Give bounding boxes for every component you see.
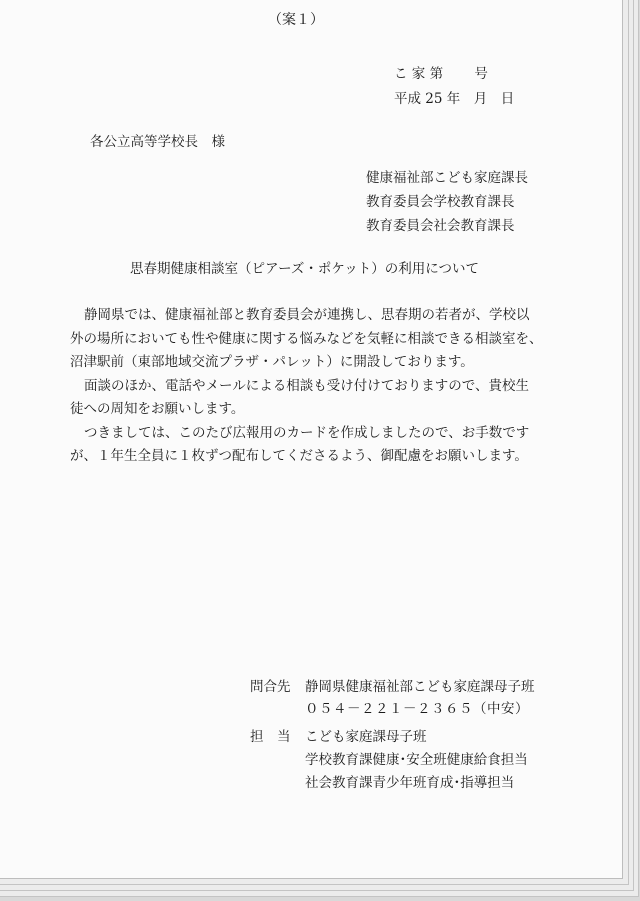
body-line: 沼津駅前（東部地域交流プラザ・パレット）に開設しております。 [70, 354, 474, 370]
body-line: つきましては、このたび広報用のカードを作成しましたので、お手数です [84, 424, 530, 441]
sender-2: 教育委員会学校教育課長 [366, 194, 515, 210]
subject: 思春期健康相談室（ピアーズ・ポケット）の利用について [130, 261, 479, 277]
sender-3: 教育委員会社会教育課長 [366, 218, 515, 234]
body-line: が、１年生全員に１枚ずつ配布してくださるよう、御配慮をお願いします。 [70, 448, 528, 464]
body-line: 面談のほか、電話やメールによる相談も受け付けておりますので、貴校生 [84, 377, 529, 394]
staff-line-3: 社会教育課青少年班育成･指導担当 [305, 775, 515, 791]
body-line: 徒への周知をお願いします。 [70, 401, 245, 417]
body-text [70, 304, 550, 469]
draft-label: （案１） [268, 12, 324, 28]
doc-number: こ 家 第 号 [394, 66, 488, 82]
body-line: 静岡県では、健康福祉部と教育委員会が連携し、思春期の若者が、学校以 [84, 307, 530, 323]
staff-label: 担 当 [250, 729, 291, 745]
contact-org: 静岡県健康福祉部こども家庭課母子班 [305, 679, 535, 695]
body-line: 外の場所においても性や健康に関する悩みなどを気軽に相談できる相談室を、 [70, 330, 543, 347]
staff-line-1: こども家庭課母子班 [305, 729, 427, 745]
recipient: 各公立高等学校長 様 [90, 134, 225, 150]
doc-date: 平成 25 年 月 日 [394, 91, 515, 107]
contact-label: 問合先 [250, 679, 291, 695]
contact-phone: ０５４－２２１－２３６５（中安） [305, 701, 529, 717]
sender-1: 健康福祉部こども家庭課長 [366, 170, 528, 186]
staff-line-2: 学校教育課健康･安全班健康給食担当 [305, 752, 528, 768]
